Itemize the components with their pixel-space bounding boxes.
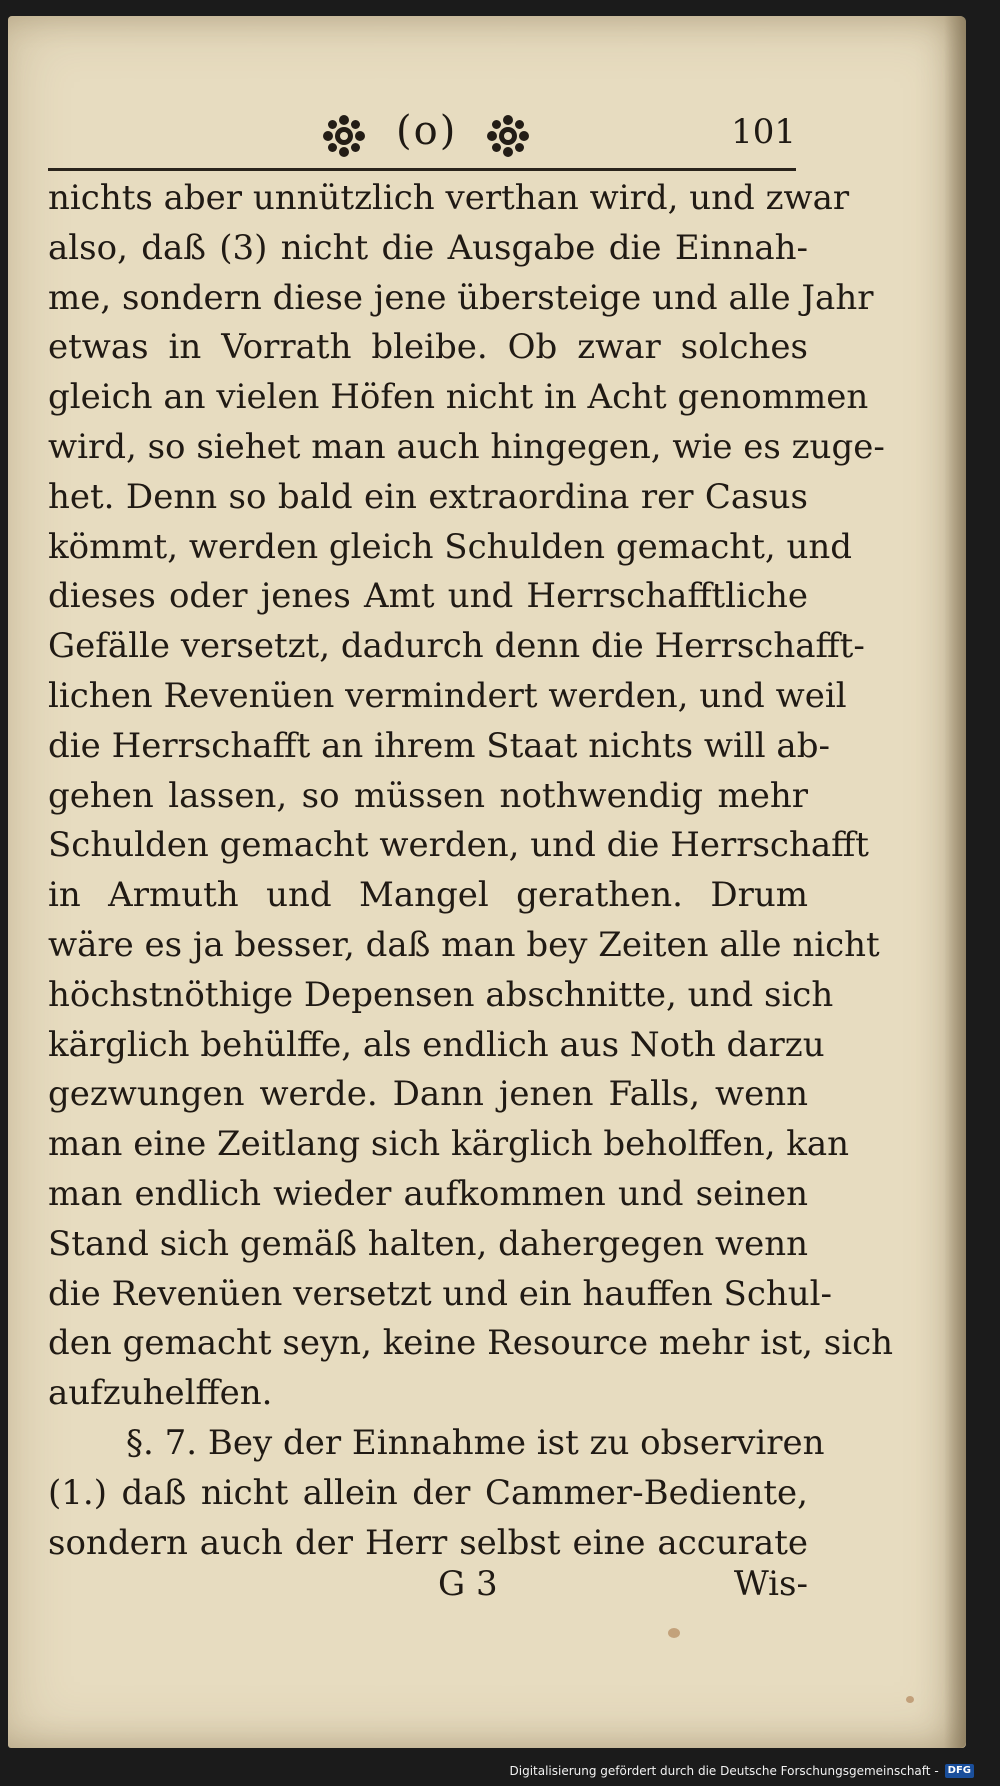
- page-footer: [48, 1564, 808, 1614]
- text-line: wäre es ja besser, daß man bey Zeiten alle nicht: [48, 924, 880, 965]
- page-header: [48, 108, 798, 168]
- text-line: Schulden gemacht werden, und die Herrschafft: [48, 825, 869, 866]
- text-line: wird, so siehet man auch hingegen, wie es zuge-: [48, 426, 885, 467]
- text-line: me, sondern diese jene übersteige und alle Jahr: [48, 277, 874, 318]
- text-line: gleich an vielen Höfen nicht in Acht genommen: [48, 377, 869, 418]
- text-line: Stand sich gemäß halten, dahergegen wenn: [48, 1223, 808, 1264]
- text-line: man endlich wieder aufkommen und seinen: [48, 1173, 808, 1214]
- right-ornament-icon: [486, 114, 530, 158]
- text-line: sondern auch der Herr selbst eine accurate: [48, 1522, 808, 1563]
- ink-stain: [906, 1696, 914, 1703]
- text-line: dieses oder jenes Amt und Herrschafftliche: [48, 576, 808, 617]
- book-page: [8, 16, 966, 1748]
- page-number: 101: [731, 112, 796, 152]
- text-line: den gemacht seyn, keine Resource mehr ist, sich: [48, 1323, 894, 1364]
- text-line: in Armuth und Mangel gerathen. Drum: [48, 875, 808, 916]
- text-line: kärglich behülffe, als endlich aus Noth darzu: [48, 1024, 825, 1065]
- text-line: höchstnöthige Depensen abschnitte, und sich: [48, 974, 834, 1015]
- text-line: kömmt, werden gleich Schulden gemacht, und: [48, 526, 853, 567]
- text-line: aufzuhelffen.: [48, 1373, 273, 1414]
- text-line: lichen Revenüen vermindert werden, und weil: [48, 675, 847, 716]
- digitization-credit: [510, 1764, 975, 1778]
- text-line: etwas in Vorrath bleibe. Ob zwar solches: [48, 327, 808, 368]
- dfg-logo: DFG: [945, 1764, 974, 1778]
- credit-text: Digitalisierung gefördert durch die Deutsche Forschungsgemeinschaft -: [509, 1764, 939, 1778]
- text-line: Gefälle versetzt, dadurch denn die Herrschafft-: [48, 626, 865, 667]
- text-line: nichts aber unnützlich verthan wird, und zwar: [48, 178, 850, 218]
- text-line: (1.) daß nicht allein der Cammer-Bediente,: [48, 1472, 808, 1513]
- text-line: die Herrschafft an ihrem Staat nichts will ab-: [48, 725, 830, 766]
- page-edge-shadow: [944, 16, 966, 1748]
- section-heading-line: §. 7. Bey der Einnahme ist zu observiren: [126, 1422, 825, 1463]
- text-line: man eine Zeitlang sich kärglich beholffen, kan: [48, 1124, 850, 1165]
- text-line: also, daß (3) nicht die Ausgabe die Einnah-: [48, 227, 808, 268]
- text-line: gehen lassen, so müssen nothwendig mehr: [48, 775, 808, 816]
- signature-marker: (o): [396, 108, 458, 154]
- ink-stain: [668, 1628, 680, 1638]
- body-text: [48, 174, 894, 1568]
- signature-mark: G 3: [438, 1564, 498, 1604]
- left-ornament-icon: [322, 114, 366, 158]
- text-line: het. Denn so bald ein extraordina rer Casus: [48, 476, 808, 517]
- catchword: Wis-: [733, 1564, 808, 1604]
- text-line: die Revenüen versetzt und ein hauffen Schul-: [48, 1273, 833, 1314]
- text-line: gezwungen werde. Dann jenen Falls, wenn: [48, 1074, 808, 1115]
- header-rule: [48, 168, 796, 171]
